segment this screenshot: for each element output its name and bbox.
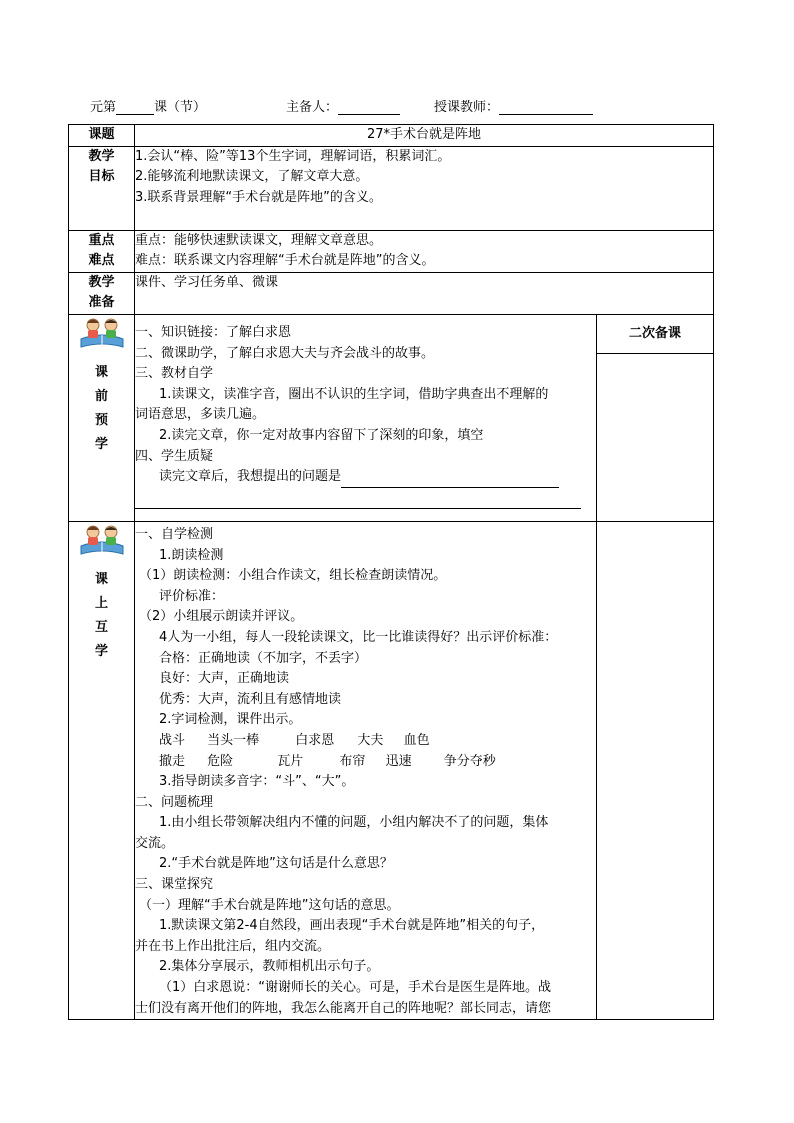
preparer-blank [338, 100, 400, 115]
inclass-content [135, 521, 597, 1019]
preview-line: 2.读完文章，你一定对故事内容留下了深刻的印象，填空 [159, 427, 484, 443]
inclass-char: 互 [94, 619, 108, 635]
question-blank[interactable] [341, 473, 559, 488]
question-blank-2[interactable] [135, 496, 581, 509]
inclass-line: 一、自学检测 [135, 526, 214, 542]
preparer-field [286, 96, 400, 115]
inclass-line: 良好：大声，正确地读 [159, 671, 290, 687]
preparation-content [135, 272, 714, 314]
preview-char: 学 [94, 436, 108, 452]
vocab-word: 布帘 [339, 753, 366, 769]
preview-line: 四、学生质疑 [135, 448, 214, 464]
keypoints-label-2: 难点 [88, 253, 115, 269]
inclass-char: 上 [94, 595, 108, 611]
row-preparation [69, 272, 714, 314]
preparation-label-2: 准备 [88, 295, 115, 311]
inclass-line: 并在书上作出批注后，组内交流。 [135, 938, 331, 954]
preview-char: 预 [94, 412, 108, 428]
preparer-label: 主备人： [286, 100, 339, 115]
teacher-label: 授课教师： [434, 100, 500, 115]
vocab-word: 撤走 [159, 753, 186, 769]
inclass-label [69, 521, 135, 1019]
lesson-plan-table [68, 124, 714, 1020]
vocab-word: 争分夺秒 [443, 753, 496, 769]
preparation-label-1: 教学 [88, 274, 115, 290]
inclass-line: 1.朗读检测 [159, 547, 224, 563]
inclass-line: 评价标准： [159, 588, 225, 604]
row-title [69, 125, 714, 147]
lesson-title: 27*手术台就是阵地 [135, 125, 714, 147]
inclass-line: 二、问题梳理 [135, 794, 214, 810]
inclass-line: 交流。 [135, 835, 175, 851]
row-inclass [69, 521, 714, 1019]
objectives-content [135, 146, 714, 230]
words-row-2 [135, 752, 596, 773]
row-objectives [69, 146, 714, 230]
objective-line: 3.联系背景理解“手术台就是阵地”的含义。 [135, 189, 382, 205]
preview-label [69, 314, 135, 521]
words-row-1 [135, 731, 596, 752]
inclass-line: 三、课堂探究 [135, 877, 214, 893]
objectives-label-2: 目标 [88, 169, 115, 185]
question-line [135, 467, 596, 488]
keypoint-line: 难点：联系课文内容理解“手术台就是阵地”的含义。 [135, 253, 435, 269]
inclass-line: 3.指导朗读多音字：“斗”、“大”。 [159, 774, 355, 790]
preview-line: 二、微课助学，了解白求恩大夫与齐会战斗的故事。 [135, 345, 435, 361]
keypoints-label-1: 重点 [88, 232, 115, 248]
preview-line: 三、教材自学 [135, 366, 214, 382]
inclass-line: 2.字词检测，课件出示。 [159, 712, 302, 728]
second-prep-notes [597, 521, 714, 1019]
inclass-char: 学 [94, 643, 108, 659]
inclass-line: （1）白求恩说：“谢谢师长的关心。可是，手术台是医生是阵地。战 [159, 980, 552, 996]
inclass-line: 合格：正确地读（不加字，不丢字） [159, 650, 368, 666]
objective-line: 1.会认“棒、险”等13个生字词，理解词语，积累词汇。 [135, 148, 451, 164]
inclass-line: （一）理解“手术台就是阵地”这句话的意思。 [139, 897, 400, 913]
kids-reading-icon [79, 315, 125, 351]
inclass-line: （1）朗读检测：小组合作读文，组长检查朗读情况。 [139, 568, 447, 584]
inclass-line: 2.“手术台就是阵地”这句话是什么意思？ [159, 856, 393, 872]
unit-blank [116, 100, 154, 115]
preview-line: 词语意思，多读几遍。 [135, 407, 266, 423]
inclass-line: （2）小组展示朗读并评议。 [139, 609, 304, 625]
inclass-line: 4人为一小组，每人一段轮读课文，比一比谁读得好？出示评价标准： [159, 629, 558, 645]
unit-field [90, 96, 206, 115]
keypoints-content [135, 230, 714, 272]
title-label: 课题 [69, 125, 135, 147]
teacher-blank [499, 100, 593, 115]
preparation-label [69, 272, 135, 314]
preparation-value: 课件、学习任务单、微课 [135, 274, 279, 290]
keypoints-label [69, 230, 135, 272]
second-prep-header: 二次备课 [597, 315, 713, 354]
row-keypoints [69, 230, 714, 272]
preview-char: 课 [94, 364, 108, 380]
unit-prefix: 元第 [90, 100, 117, 115]
inclass-line: 2.集体分享展示，教师相机出示句子。 [159, 959, 380, 975]
vocab-word: 血色 [403, 732, 430, 748]
keypoint-line: 重点：能够快速默读课文，理解文章意思。 [135, 232, 383, 248]
teacher-field [434, 96, 593, 115]
preview-content [135, 314, 597, 521]
second-prep-cell [597, 314, 714, 521]
inclass-line: 士们没有离开他们的阵地，我怎么能离开自己的阵地呢？部长同志，请您 [135, 1000, 552, 1016]
objectives-label [69, 146, 135, 230]
objective-line: 2.能够流利地默读课文，了解文章大意。 [135, 169, 369, 185]
vocab-word: 当头一棒 [207, 732, 260, 748]
vocab-word: 瓦片 [277, 753, 304, 769]
vocab-word: 白求恩 [295, 732, 335, 748]
inclass-line: 1.默读课文第2-4自然段，画出表现“手术台就是阵地”相关的句子， [159, 918, 545, 934]
vocab-word: 大夫 [357, 732, 384, 748]
kids-reading-icon [79, 522, 125, 558]
vocab-word: 危险 [207, 753, 234, 769]
vocab-word: 战斗 [159, 732, 186, 748]
objectives-label-1: 教学 [88, 148, 115, 164]
row-preview [69, 314, 714, 521]
preview-char: 前 [94, 388, 108, 404]
inclass-line: 1.由小组长带领解决组内不懂的问题，小组内解决不了的问题，集体 [159, 815, 549, 831]
inclass-char: 课 [94, 571, 108, 587]
question-prompt: 读完文章后，我想提出的问题是 [159, 469, 342, 485]
unit-suffix: 课（节） [154, 100, 207, 115]
vocab-word: 迅速 [385, 753, 412, 769]
inclass-line: 优秀：大声，流利且有感情地读 [159, 691, 342, 707]
preview-line: 一、知识链接：了解白求恩 [135, 324, 292, 340]
preview-line: 1.读课文，读准字音，圈出不认识的生字词，借助字典查出不理解的 [159, 386, 549, 402]
